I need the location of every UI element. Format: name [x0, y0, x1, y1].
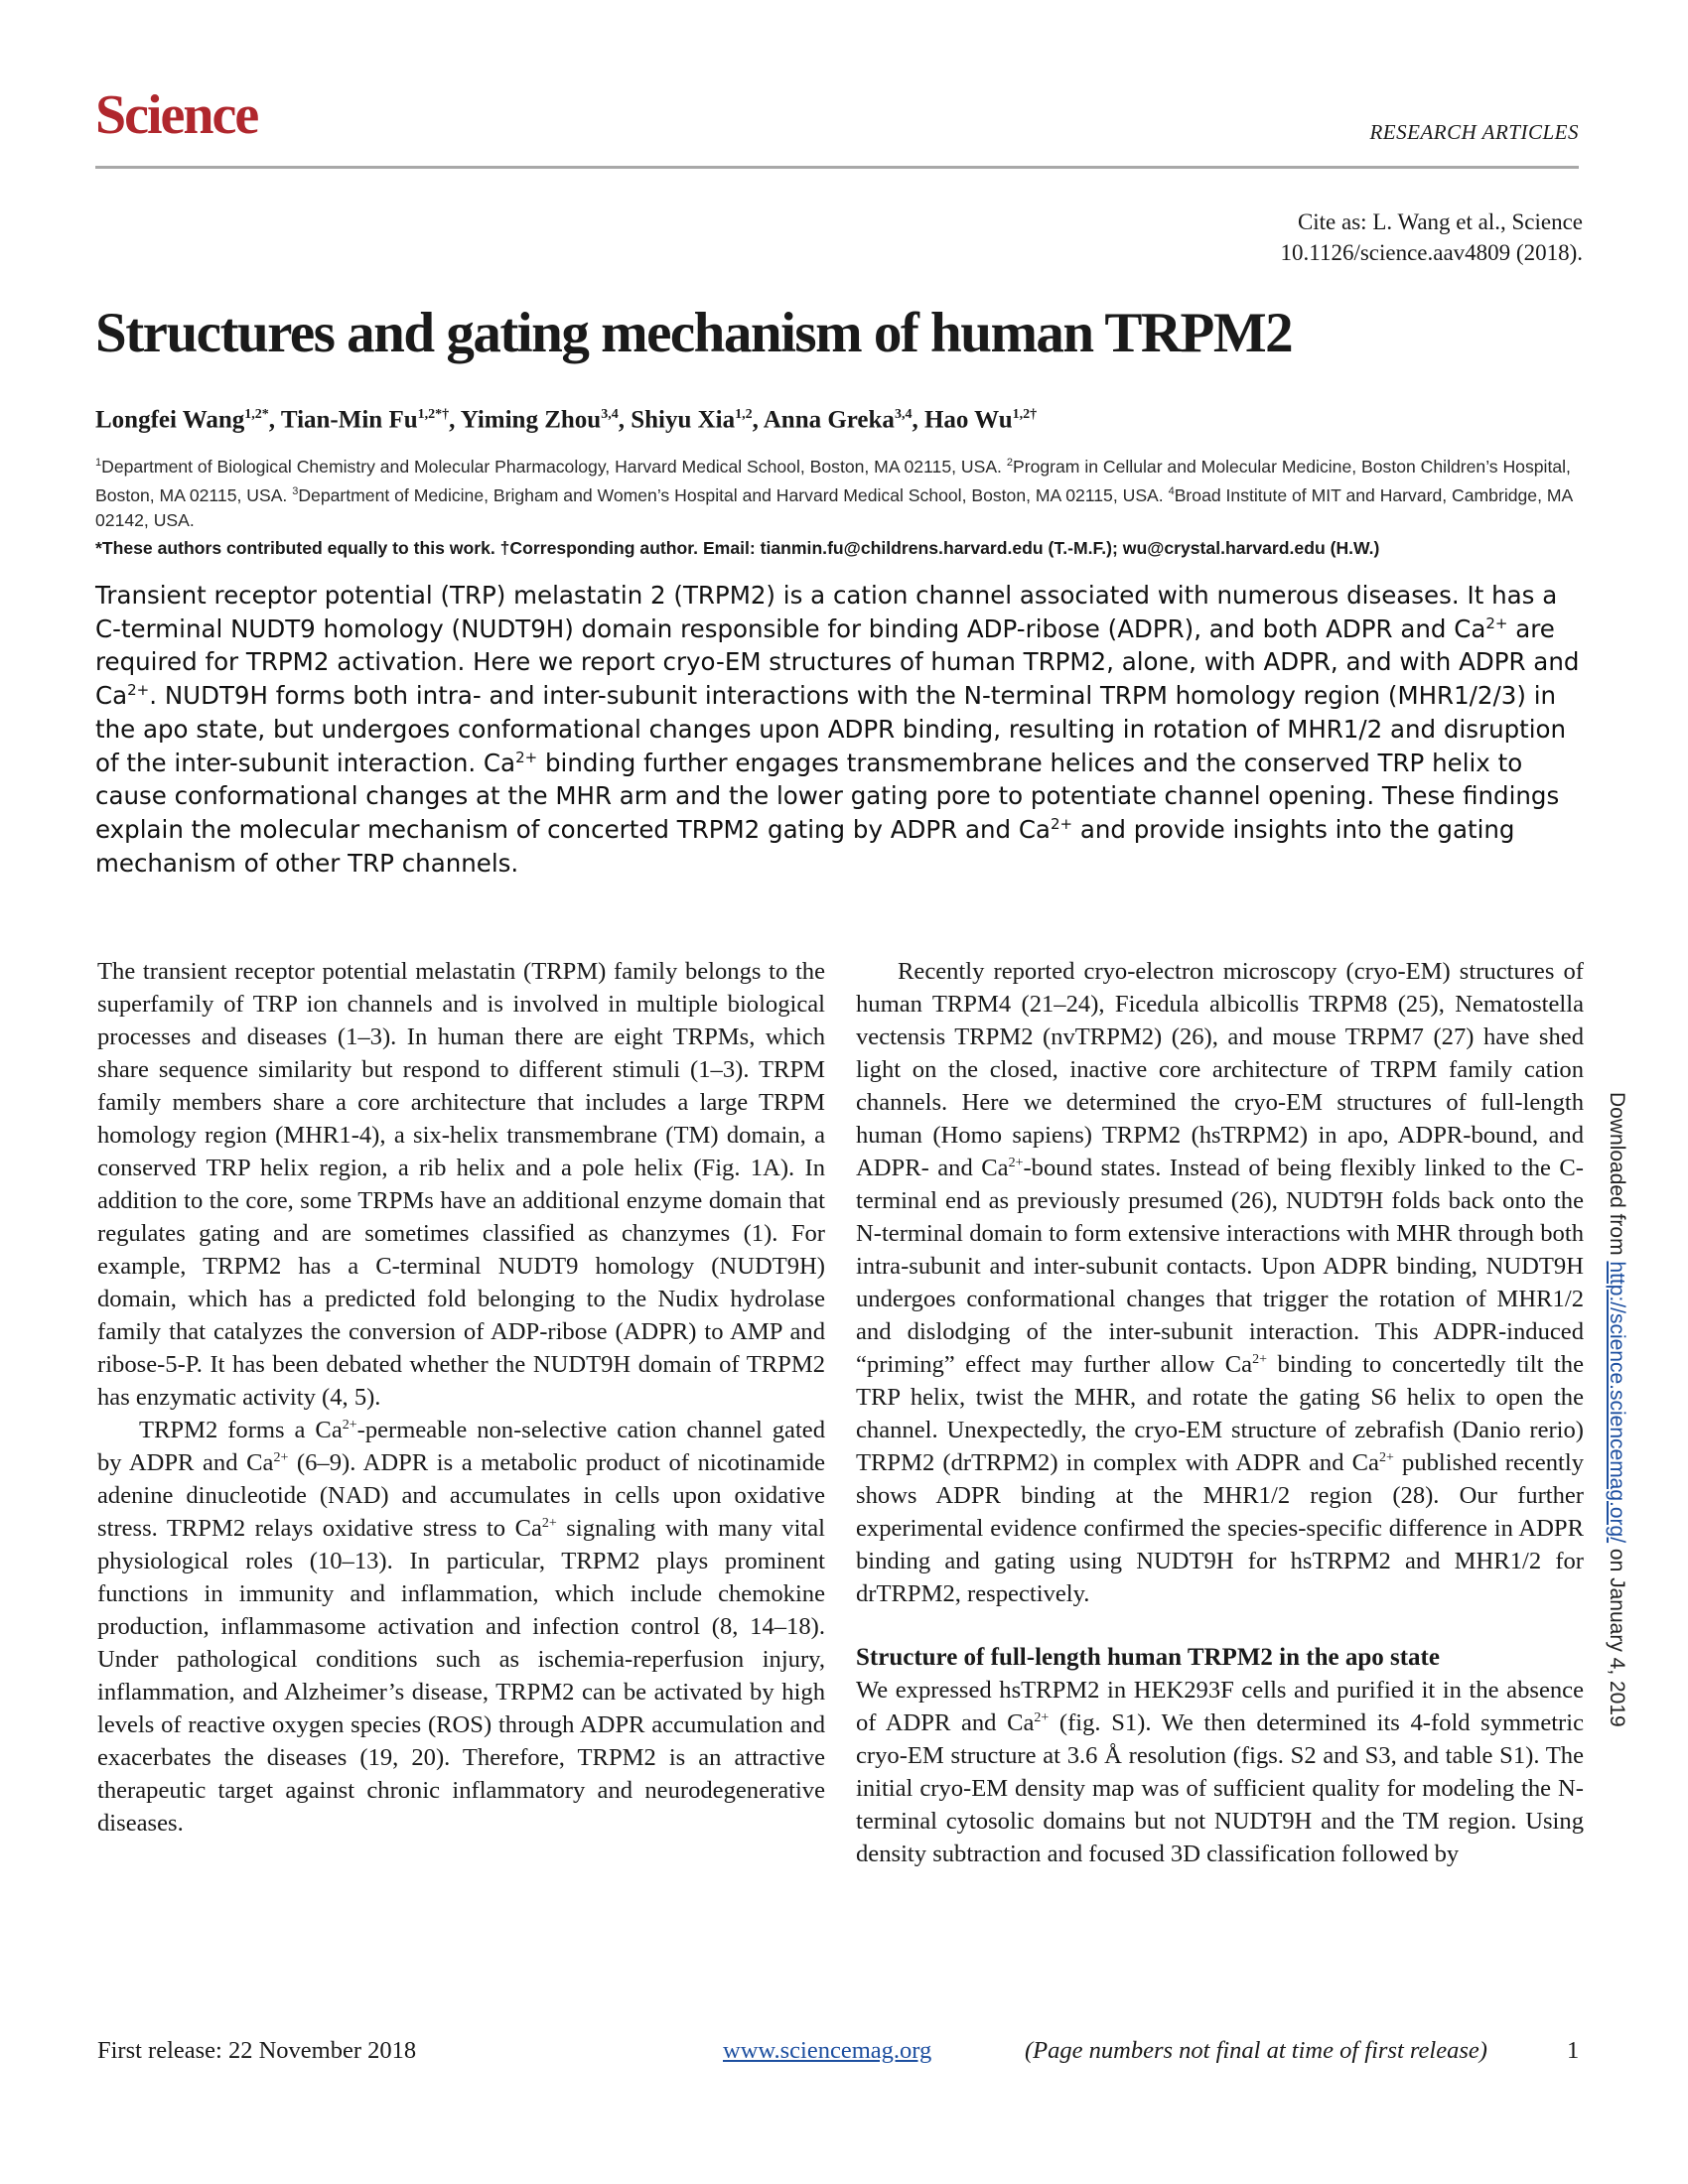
- author-footnote: *These authors contributed equally to this work. †Corresponding author. Email: tianmin.fu@childrens.harvard.edu (T.-M.F.); wu@crystal.harvard.edu (H.W.): [95, 538, 1380, 558]
- author-name: Anna Greka: [763, 406, 895, 434]
- text-run: We expressed hsTRPM2 in HEK293F cells and purified it in the absence of ADPR and Ca: [856, 1677, 1584, 1736]
- text-run: -bound states. Instead of being flexibly linked to the C-terminal end as previously presumed (26), NUDT9H folds back onto the N-terminal domain to form extensive interactions with MHR through both intra-subunit and inter-subunit contacts. Upon ADPR binding, NUDT9H undergoes conformational changes that trigger the rotation of MHR1/2 and dislodging of the inter-subunit interaction. This ADPR-induced “priming” effect may further allow Ca: [856, 1155, 1584, 1378]
- abstract-text: are required for TRPM2 activation. Here we report cryo-EM structures of human TRPM2, alone, with ADPR, and with ADPR and Ca: [95, 614, 1580, 711]
- download-link[interactable]: http://science.sciencemag.org/: [1606, 1261, 1628, 1544]
- charge-superscript: 2+: [342, 1417, 357, 1433]
- text-run: TRPM2 forms a Ca: [139, 1417, 343, 1443]
- author-marks: 1,2: [735, 407, 753, 422]
- text-run: Recently reported cryo-electron microscopy (cryo-EM) structures of human TRPM4 (21–24), Ficedula albicollis TRPM8 (25), Nematostella vectensis TRPM2 (nvTRPM2) (26), and mouse TRPM7 (27) have shed light on the closed, inactive core architecture of TRPM family cation channels. Here we determined the cryo-EM structures of full-length human (Homo sapiens) TRPM2 (hsTRPM2) in apo, ADPR-bound, and ADPR- and Ca: [856, 958, 1584, 1181]
- abstract-text: Transient receptor potential (TRP) melastatin 2 (TRPM2) is a cation channel associated with numerous diseases. It has a C-terminal NUDT9 homology (NUDT9H) domain responsible for binding ADP-ribose (ADPR), and both ADPR and Ca: [95, 581, 1558, 643]
- page-number: 1: [1567, 2037, 1580, 2064]
- download-prefix: Downloaded from: [1606, 1092, 1628, 1262]
- affiliation-text: Broad Institute of MIT and Harvard, Cambridge, MA 02142, USA.: [95, 484, 1573, 530]
- charge-superscript: 2+: [1252, 1351, 1267, 1367]
- download-notice: [1605, 1092, 1628, 1727]
- footer-link[interactable]: www.sciencemag.org: [723, 2037, 932, 2064]
- affiliation-text: Department of Biological Chemistry and Molecular Pharmacology, Harvard Medical School, Boston, MA 02115, USA.: [101, 456, 1002, 477]
- abstract-text: and provide insights into the gating mechanism of other TRP channels.: [95, 814, 1515, 878]
- author-marks: 1,2*†: [417, 407, 450, 422]
- text-run: (6–9). ADPR is a metabolic product of nicotinamide adenine dinucleotide (NAD) and accumulates in cells upon oxidative stress. TRPM2 relays oxidative stress to Ca: [97, 1449, 825, 1542]
- affiliations: [95, 451, 1579, 533]
- author-marks: 1,2*: [244, 407, 269, 422]
- affiliation-number: 3: [292, 484, 299, 497]
- abstract-text: . NUDT9H forms both intra- and inter-subunit interactions with the N-terminal TRPM homology region (MHR1/2/3) in the apo state, but undergoes conformational changes upon ADPR binding, resulting in rotation of MHR1/2 and disruption of the inter-subunit interaction. Ca: [95, 681, 1567, 777]
- charge-superscript: 2+: [1008, 1155, 1024, 1170]
- charge-superscript: 2+: [515, 748, 538, 766]
- text-run: -permeable non-selective cation channel gated by ADPR and Ca: [97, 1417, 825, 1476]
- charge-superscript: 2+: [127, 680, 150, 699]
- affiliation-text: Program in Cellular and Molecular Medicine, Boston Children’s Hospital, Boston, MA 02115, USA.: [95, 456, 1571, 505]
- abstract: [95, 579, 1585, 880]
- text-run: published recently shows ADPR binding at the MHR1/2 region (28). Our further experimental evidence confirmed the species-specific difference in ADPR binding and gating using NUDT9H for hsTRPM2 and MHR1/2 for drTRPM2, respectively.: [856, 1449, 1584, 1607]
- author-marks: 3,4: [894, 407, 913, 422]
- doi-line: 10.1126/science.aav4809 (2018).: [1280, 240, 1583, 265]
- affiliation-number: 2: [1006, 457, 1013, 469]
- citation-block: [1281, 206, 1583, 268]
- body-column-right: [856, 955, 1584, 1870]
- release-date: First release: 22 November 2018: [97, 2037, 417, 2064]
- text-run: signaling with many vital physiological roles (10–13). In particular, TRPM2 plays prominent functions in immunity and inflammation, which include chemokine production, inflammasome activation and infection control (8, 14–18). Under pathological conditions such as ischemia-reperfusion injury, inflammation, and Alzheimer’s disease, TRPM2 can be activated by high levels of reactive oxygen species (ROS) through ADPR accumulation and exacerbates the diseases (19, 20). Therefore, TRPM2 is an attractive therapeutic target against chronic inflammatory and neurodegenerative diseases.: [97, 1515, 826, 1837]
- body-paragraph: [97, 1414, 825, 1840]
- charge-superscript: 2+: [1485, 614, 1508, 632]
- body-column-left: [97, 955, 825, 1840]
- author-marks: 1,2†: [1012, 407, 1038, 422]
- author-name: Longfei Wang: [95, 406, 245, 434]
- author-name: Hao Wu: [923, 406, 1013, 434]
- abstract-text: binding further engages transmembrane helices and the conserved TRP helix to cause conformational changes at the MHR arm and the lower gating pore to potentiate channel opening. These findings explain the molecular mechanism of concerted TRPM2 gating by ADPR and Ca: [95, 748, 1560, 844]
- affiliation-number: 1: [95, 457, 102, 469]
- text-run: binding to concertedly tilt the TRP helix, twist the MHR, and rotate the gating S6 helix to open the channel. Unexpectedly, the cryo-EM structure of zebrafish (Danio rerio) TRPM2 (drTRPM2) in complex with ADPR and Ca: [856, 1351, 1585, 1476]
- charge-superscript: 2+: [1050, 814, 1073, 833]
- section-label: RESEARCH ARTICLES: [1369, 120, 1579, 144]
- author-name: Yiming Zhou: [460, 406, 602, 434]
- charge-superscript: 2+: [1378, 1449, 1394, 1465]
- body-paragraph: [856, 955, 1584, 1610]
- body-paragraph: [856, 1674, 1584, 1870]
- charge-superscript: 2+: [541, 1515, 557, 1531]
- charge-superscript: 2+: [1034, 1709, 1050, 1725]
- author-name: Shiyu Xia: [631, 406, 736, 434]
- affiliation-text: Department of Medicine, Brigham and Women’s Hospital and Harvard Medical School, Boston, MA 02115, USA.: [298, 484, 1164, 505]
- author-list: Longfei Wang$^{1,2*}$, Tian-Min $Fu^{1,2*\dagger}$, Yiming Zhou$^{3,4}$, Shiyu Xia$^{1,2}$, Anna Greka$^{3,4}$, Hao $Wu^{1,2\dagger}$: [95, 406, 1038, 434]
- text-run: (fig. S1). We then determined its 4-fold symmetric cryo-EM structure at 3.6 Å resolution (figs. S2 and S3, and table S1). The initial cryo-EM density map was of sufficient quality for modeling the N-terminal cytosolic domains but not NUDT9H and the TM region. Using density subtraction and focused 3D classification followed by: [856, 1709, 1585, 1867]
- body-paragraph: The transient receptor potential melastatin (TRPM) family belongs to the superfamily of TRP ion channels and is involved in multiple biological processes and diseases (1–3). In human there are eight TRPMs, which share sequence similarity but respond to different stimuli (1–3). TRPM family members share a core architecture that includes a large TRPM homology region (MHR1-4), a six-helix transmembrane (TM) domain, a conserved TRP helix region, a rib helix and a pole helix (Fig. 1A). In addition to the core, some TRPMs have an additional enzyme domain that regulates gating and are sometimes classified as chanzymes (1). For example, TRPM2 has a C-terminal NUDT9 homology (NUDT9H) domain, which has a predicted fold belonging to the Nudix hydrolase family that catalyzes the conversion of ADP-ribose (ADPR) to AMP and ribose-5-P. It has been debated whether the NUDT9H domain of TRPM2 has enzymatic activity (4, 5).: [97, 958, 825, 1411]
- download-date: on January 4, 2019: [1606, 1543, 1628, 1727]
- page-number-note: (Page numbers not final at time of first release): [1025, 2037, 1487, 2064]
- author-marks: 3,4: [601, 407, 619, 422]
- author-name: Tian-Min Fu: [280, 406, 418, 434]
- section-heading: Structure of full-length human TRPM2 in the apo state: [856, 1644, 1440, 1671]
- citation-line: Cite as: L. Wang et al., Science: [1297, 209, 1583, 234]
- article-title: Structures and gating mechanism of human TRPM2: [95, 302, 1293, 364]
- affiliation-number: 4: [1168, 484, 1175, 497]
- header-divider: [95, 166, 1579, 169]
- journal-logo: Science: [95, 84, 258, 146]
- charge-superscript: 2+: [273, 1449, 289, 1465]
